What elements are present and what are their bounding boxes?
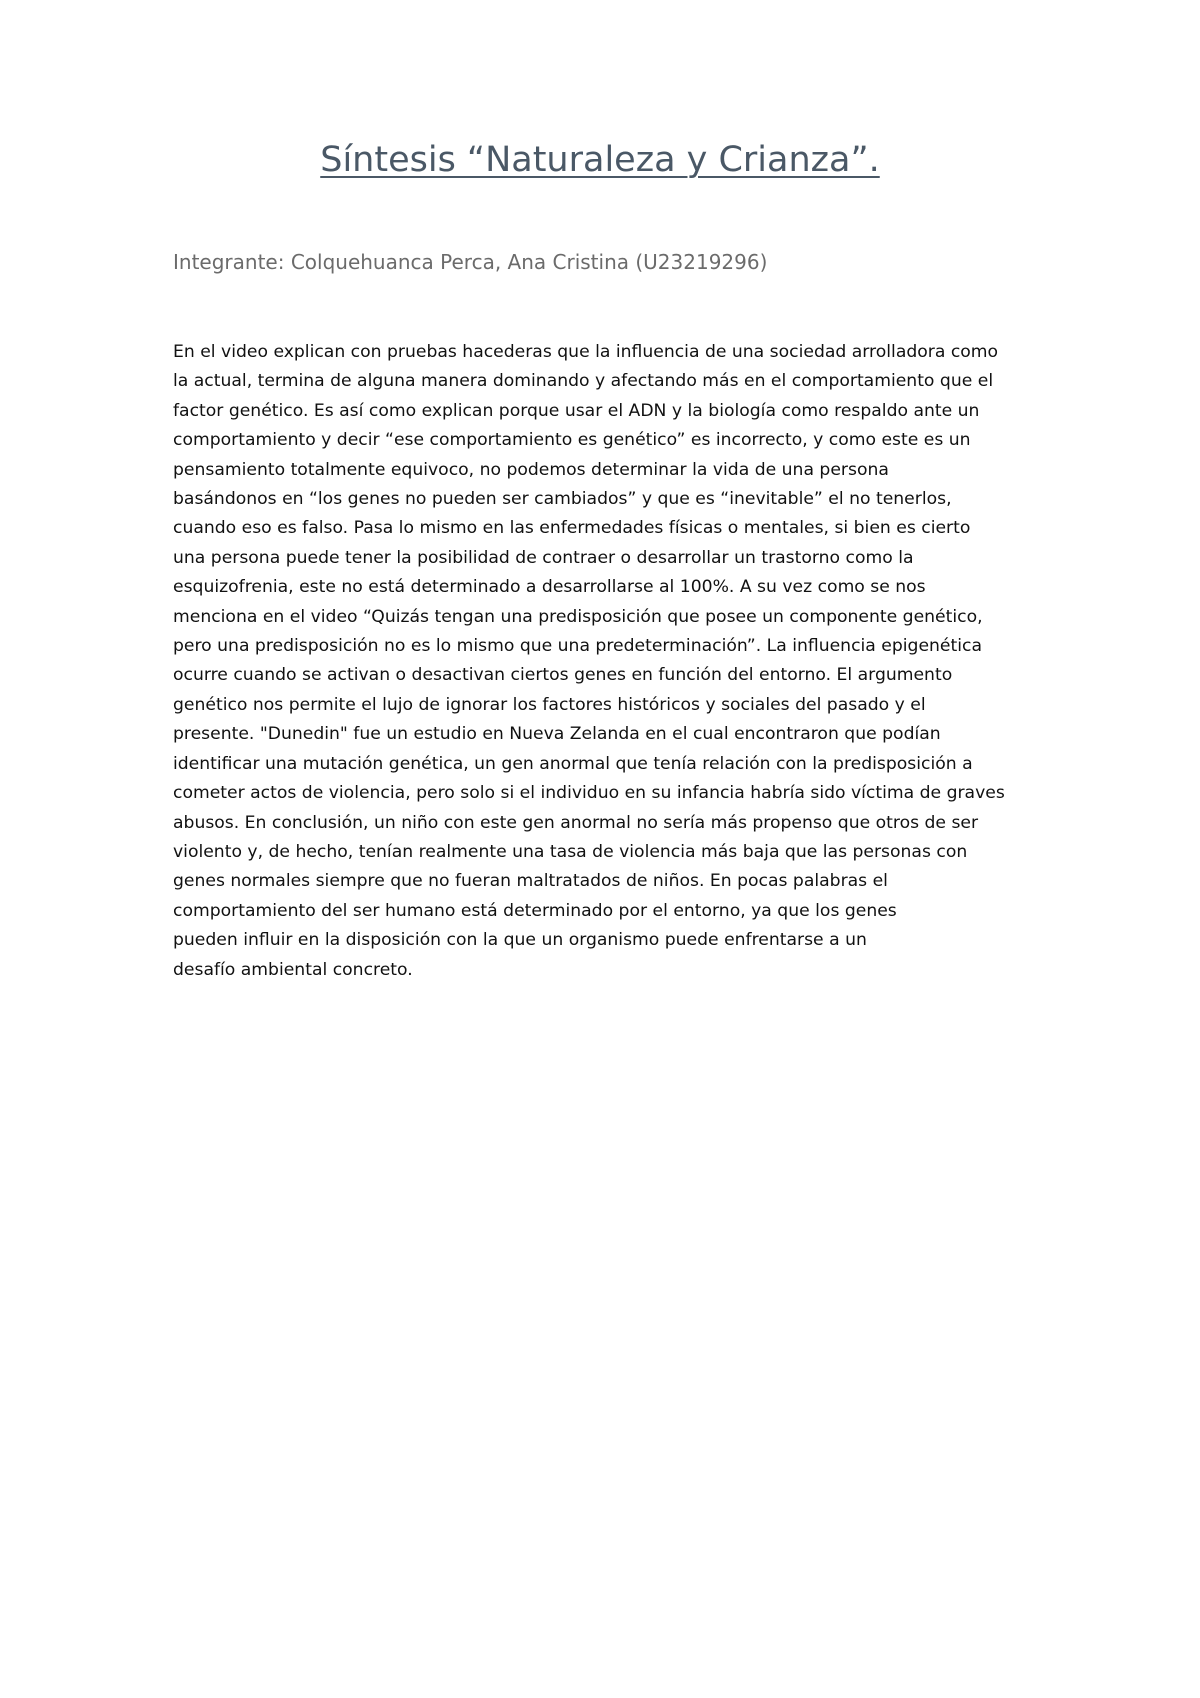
paragraph-line: genes normales siempre que no fueran maltratados de niños. En pocas palabras el (173, 871, 888, 892)
paragraph-line: cuando eso es falso. Pasa lo mismo en las enfermedades físicas o mentales, si bien es cierto (173, 518, 971, 539)
paragraph-line: genético nos permite el lujo de ignorar los factores históricos y sociales del pasado y el (173, 694, 926, 715)
paragraph-line: esquizofrenia, este no está determinado a desarrollarse al 100%. A su vez como se nos (173, 577, 926, 598)
paragraph-line: presente. "Dunedin" fue un estudio en Nueva Zelanda en el cual encontraron que podían (173, 724, 941, 745)
paragraph-line: pueden influir en la disposición con la que un organismo puede enfrentarse a un (173, 930, 867, 951)
paragraph-line: cometer actos de violencia, pero solo si el individuo en su infancia habría sido víctima de graves (173, 783, 1005, 804)
paragraph-line: desafío ambiental concreto. (173, 959, 413, 980)
paragraph-line: abusos. En conclusión, un niño con este gen anormal no sería más propenso que otros de ser (173, 812, 979, 833)
paragraph-line: En el video explican con pruebas hacederas que la influencia de una sociedad arrolladora como (173, 342, 999, 362)
paragraph-line: violento y, de hecho, tenían realmente una tasa de violencia más baja que las personas con (173, 841, 968, 862)
document-title (0, 140, 1200, 180)
paragraph-line: menciona en el video “Quizás tengan una predisposición que posee un componente genético, (173, 606, 983, 627)
member-line: Integrante: Colquehuanca Perca, Ana Cristina (U23219296) (173, 250, 768, 274)
paragraph-line: comportamiento del ser humano está determinado por el entorno, ya que los genes (173, 900, 897, 921)
paragraph-line: la actual, termina de alguna manera dominando y afectando más en el comportamiento que el (173, 371, 994, 392)
paragraph-line: una persona puede tener la posibilidad de contraer o desarrollar un trastorno como la (173, 547, 914, 568)
paragraph-line: pero una predisposición no es lo mismo que una predeterminación”. La influencia epigenética (173, 636, 982, 657)
paragraph-line: identificar una mutación genética, un gen anormal que tenía relación con la predisposición a (173, 753, 973, 774)
paragraph-line: basándonos en “los genes no pueden ser cambiados” y que es “inevitable” el no tenerlos, (173, 489, 952, 510)
body-paragraph (173, 338, 1043, 985)
document-title-text: Síntesis “Naturaleza y Crianza”. (320, 140, 880, 180)
paragraph-line: ocurre cuando se activan o desactivan ciertos genes en función del entorno. El argumento (173, 665, 953, 686)
paragraph-line: factor genético. Es así como explican porque usar el ADN y la biología como respaldo ante un (173, 400, 980, 421)
paragraph-line: pensamiento totalmente equivoco, no podemos determinar la vida de una persona (173, 459, 889, 480)
paragraph-line: comportamiento y decir “ese comportamiento es genético” es incorrecto, y como este es un (173, 430, 971, 451)
